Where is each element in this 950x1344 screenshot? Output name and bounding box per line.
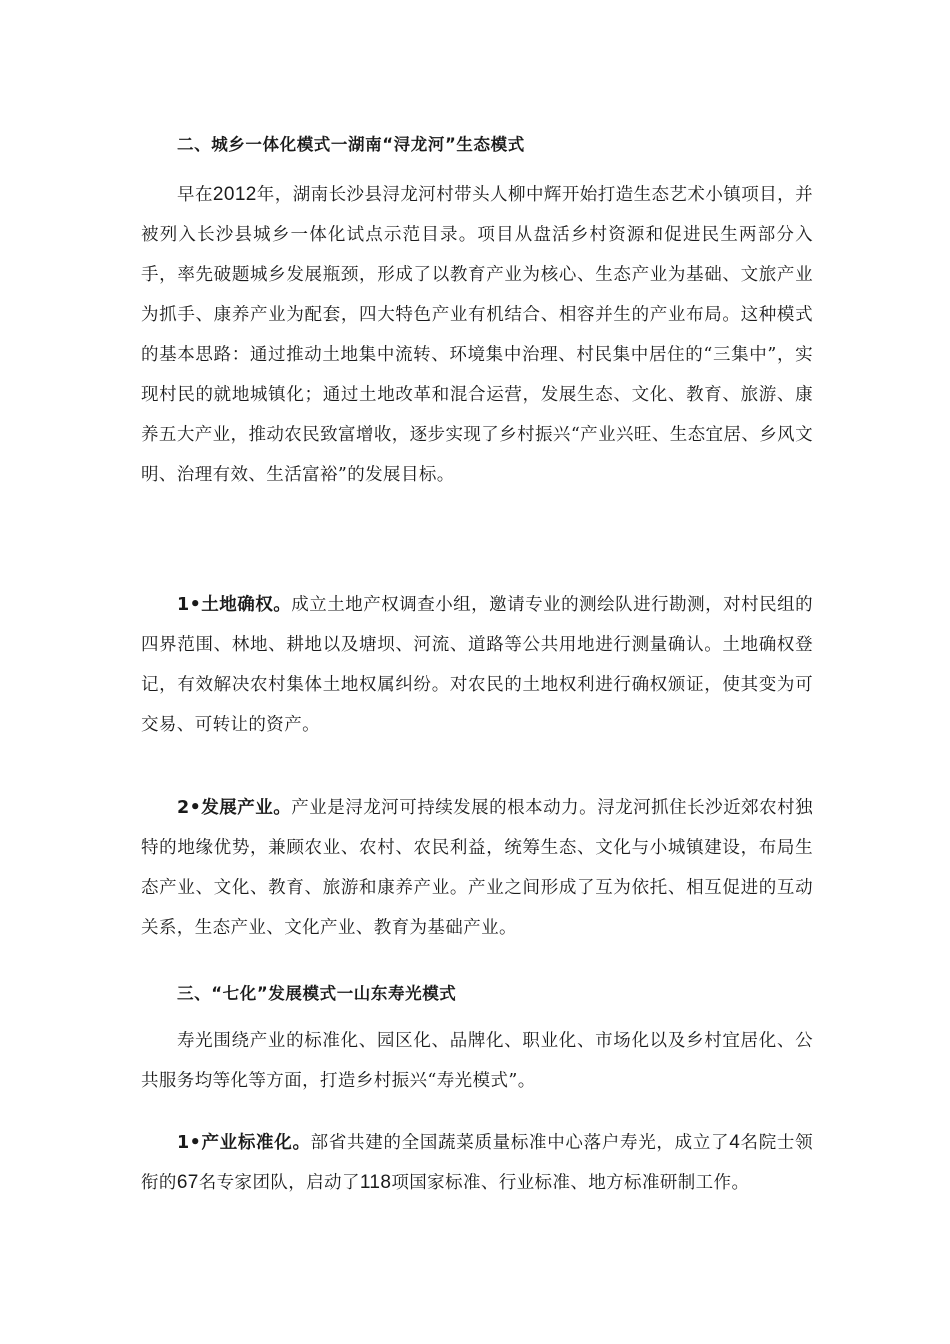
item-2-lead: 2•发展产业。 xyxy=(177,798,292,818)
intro-body-text: 年，湖南长沙县浔龙河村带头人柳中辉开始打造生态艺术小镇项目，并被列入长沙县城乡一体化试点示范目录。项目从盘活乡村资源和促进民生两部分入手，率先破题城乡发展瓶颈，形成了以教育产业为核心、生态产业为基础、文旅产业为抓手、康养产业为配套，四大特色产业有机结合、相容并生的产业布局。这种模式的基本思路：通过推动土地集中流转、环境集中治理、村民集中居住的“三集中”，实现村民的就地城镇化；通过土地改革和混合运营，发展生态、文化、教育、旅游、康养五大产业，推动农民致富增收，逐步实现了乡村振兴“产业兴旺、生态宜居、乡风文明、治理有效、生活富裕”的发展目标。 xyxy=(141,185,813,485)
s3-item-1-text-b: 名院士领衔的 xyxy=(141,1133,813,1193)
s3-item-1-lead: 1•产业标准化。 xyxy=(177,1133,311,1153)
expert-count: 67 xyxy=(176,1172,199,1193)
section-2-intro-paragraph xyxy=(141,175,813,495)
section-2-item-1-paragraph xyxy=(141,585,813,745)
s3-item-1-text-a: 部省共建的全国蔬菜质量标准中心落户寿光，成立了 xyxy=(310,1133,730,1153)
section-3-intro-paragraph: 寿光围绕产业的标准化、园区化、品牌化、职业化、市场化以及乡村宜居化、公共服务均等化等方面，打造乡村振兴“寿光模式”。 xyxy=(141,1031,813,1091)
academician-count: 4 xyxy=(729,1132,741,1153)
section-3-item-1-paragraph xyxy=(141,1123,813,1203)
s3-item-1-text-c: 名专家团队，启动了 xyxy=(198,1173,360,1193)
section-2-heading: 二、城乡一体化模式一湖南“浔龙河”生态模式 xyxy=(177,135,525,154)
intro-pre-text: 早在 xyxy=(177,185,213,205)
section-3-heading: 三、“七化”发展模式一山东寿光模式 xyxy=(177,984,457,1003)
section-2-item-2-paragraph xyxy=(141,788,813,948)
s3-item-1-text-d: 项国家标准、行业标准、地方标准研制工作。 xyxy=(391,1173,750,1193)
item-1-lead: 1•土地确权。 xyxy=(177,595,292,615)
intro-year: 2012 xyxy=(212,184,257,205)
item-1-text: 成立土地产权调查小组，邀请专业的测绘队进行勘测，对村民组的四界范围、林地、耕地以及塘坝、河流、道路等公共用地进行测量确认。土地确权登记，有效解决农村集体土地权属纠纷。对农民的土地权利进行确权颁证，使其变为可交易、可转让的资产。 xyxy=(141,595,813,735)
item-2-text: 产业是浔龙河可持续发展的根本动力。浔龙河抓住长沙近郊农村独特的地缘优势，兼顾农业、农村、农民利益，统筹生态、文化与小城镇建设，布局生态产业、文化、教育、旅游和康养产业。产业之间形成了互为依托、相互促进的互动关系，生态产业、文化产业、教育为基础产业。 xyxy=(141,798,813,938)
standards-count: 118 xyxy=(359,1172,392,1193)
